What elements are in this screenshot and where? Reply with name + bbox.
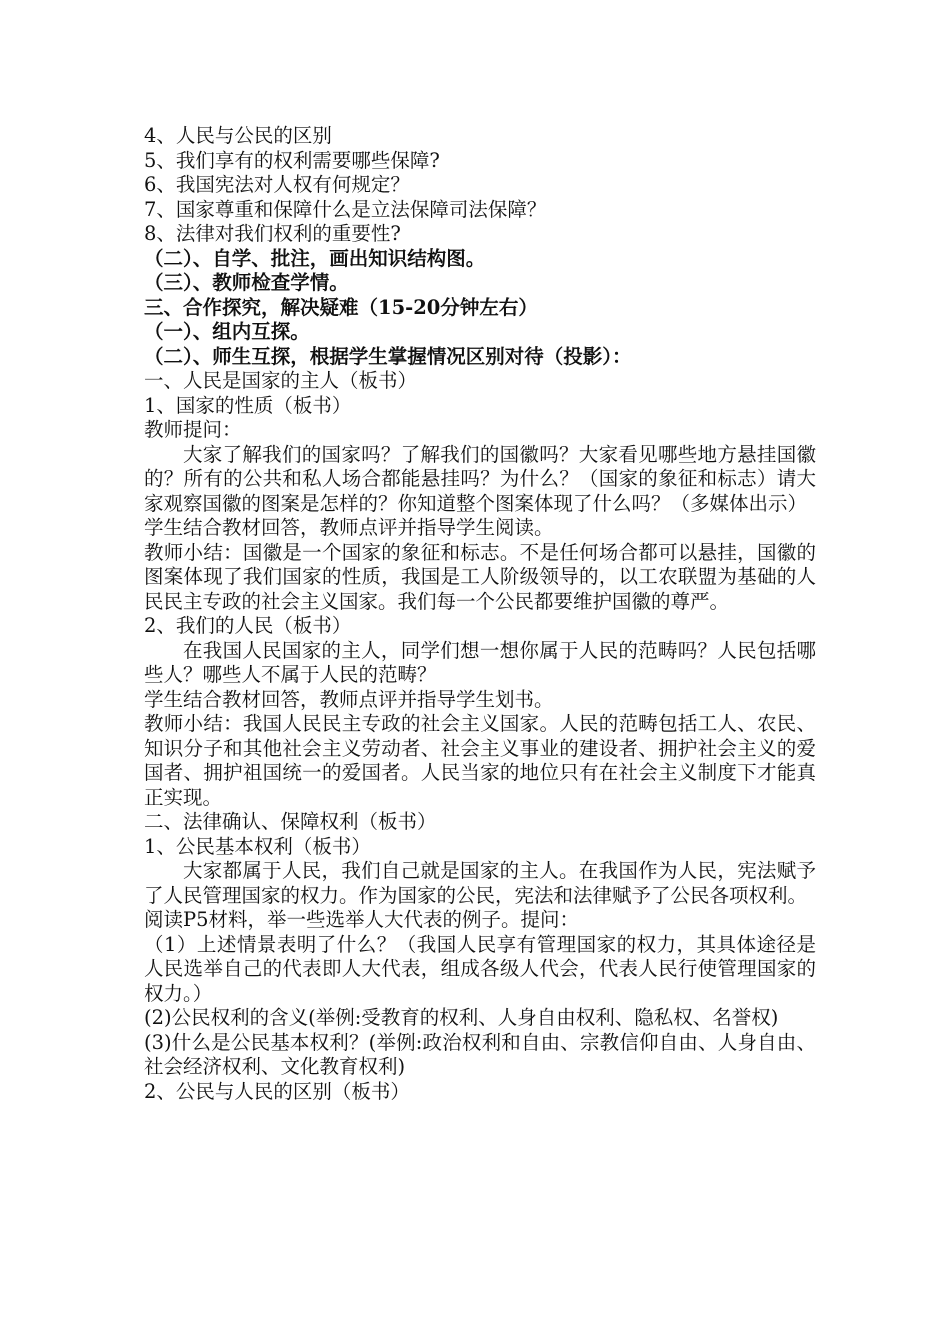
part-1-1-title: 1、国家的性质（板书） bbox=[144, 393, 352, 417]
document-page bbox=[144, 124, 816, 1104]
teacher-summary-1: 教师小结：国徽是一个国家的象征和标志。不是任何场合都可以悬挂，国徽的图案体现了我们国家的性质，我国是工人阶级领导的，以工农联盟为基础的人民民主专政的社会主义国家。我们每一个公民都要维护国徽的尊严。 bbox=[144, 540, 816, 613]
question-7: 7、国家尊重和保障什么是立法保障司法保障？ bbox=[144, 197, 547, 221]
question-8: 8、法律对我们权利的重要性? bbox=[144, 222, 401, 245]
part-1-2-paragraph: 在我国人民国家的主人，同学们想一想你属于人民的范畴吗？人民包括哪些人？哪些人不属于人民的范畴？ bbox=[144, 638, 816, 686]
question-6: 6、我国宪法对人权有何规定？ bbox=[144, 173, 410, 196]
step-group-inquiry: （一）、组内互探。 bbox=[144, 320, 310, 343]
question-item-3: (3)什么是公民基本权利？(举例:政治权利和自由、宗教信仰自由、人身自由、社会经济权利、文化教育权利) bbox=[144, 1030, 816, 1078]
part-2-1-title: 1、公民基本权利（板书） bbox=[144, 834, 371, 858]
section-cooperative-inquiry-title: 三、合作探究，解决疑难（15-20分钟左右） bbox=[144, 295, 538, 319]
part-2-title: 二、法律确认、保障权利（板书） bbox=[144, 810, 437, 833]
teacher-ask-paragraph: 大家了解我们的国家吗？了解我们的国徽吗？大家看见哪些地方悬挂国徽的？所有的公共和私人场合都能悬挂吗？为什么？（国家的象征和标志）请大家观察国徽的图案是怎样的？你知道整个图案体现了什么吗？（多媒体出示） bbox=[144, 442, 816, 515]
question-4: 4、人民与公民的区别 bbox=[144, 124, 332, 147]
reading-prompt: 阅读P5材料，举一些选举人大代表的例子。提问： bbox=[144, 908, 580, 931]
teacher-summary-2: 教师小结：我国人民民主专政的社会主义国家。人民的范畴包括工人、农民、知识分子和其他社会主义劳动者、社会主义事业的建设者、拥护社会主义的爱国者、拥护祖国统一的爱国者。人民当家的地位只有在社会主义制度下才能真正实现。 bbox=[144, 712, 816, 809]
part-1-2-title: 2、我们的人民（板书） bbox=[144, 614, 352, 637]
step-teacher-student-inquiry: （二）、师生互探，根据学生掌握情况区别对待（投影）： bbox=[144, 344, 632, 368]
step-self-study: （二）、自学、批注，画出知识结构图。 bbox=[144, 246, 486, 270]
part-2-2-title: 2、公民与人民的区别（板书） bbox=[144, 1079, 410, 1103]
question-5: 5、我们享有的权利需要哪些保障? bbox=[144, 148, 440, 172]
part-2-1-paragraph: 大家都属于人民，我们自己就是国家的主人。在我国作为人民，宪法赋予了人民管理国家的权力。作为国家的公民，宪法和法律赋予了公民各项权利。 bbox=[144, 859, 816, 907]
student-answer-2: 学生结合教材回答，教师点评并指导学生划书。 bbox=[144, 687, 554, 711]
teacher-ask-label: 教师提问： bbox=[144, 418, 242, 441]
question-item-1: （1）上述情景表明了什么？（我国人民享有管理国家的权力，其具体途径是人民选举自己的代表即人大代表，组成各级人代会，代表人民行使管理国家的权力。） bbox=[144, 932, 816, 1005]
step-teacher-check: （三）、教师检查学情。 bbox=[144, 271, 349, 294]
question-item-2: (2)公民权利的含义(举例:受教育的权利、人身自由权利、隐私权、名誉权) bbox=[144, 1006, 779, 1029]
part-1-title: 一、人民是国家的主人（板书） bbox=[144, 369, 418, 392]
student-answer-1: 学生结合教材回答，教师点评并指导学生阅读。 bbox=[144, 516, 554, 539]
